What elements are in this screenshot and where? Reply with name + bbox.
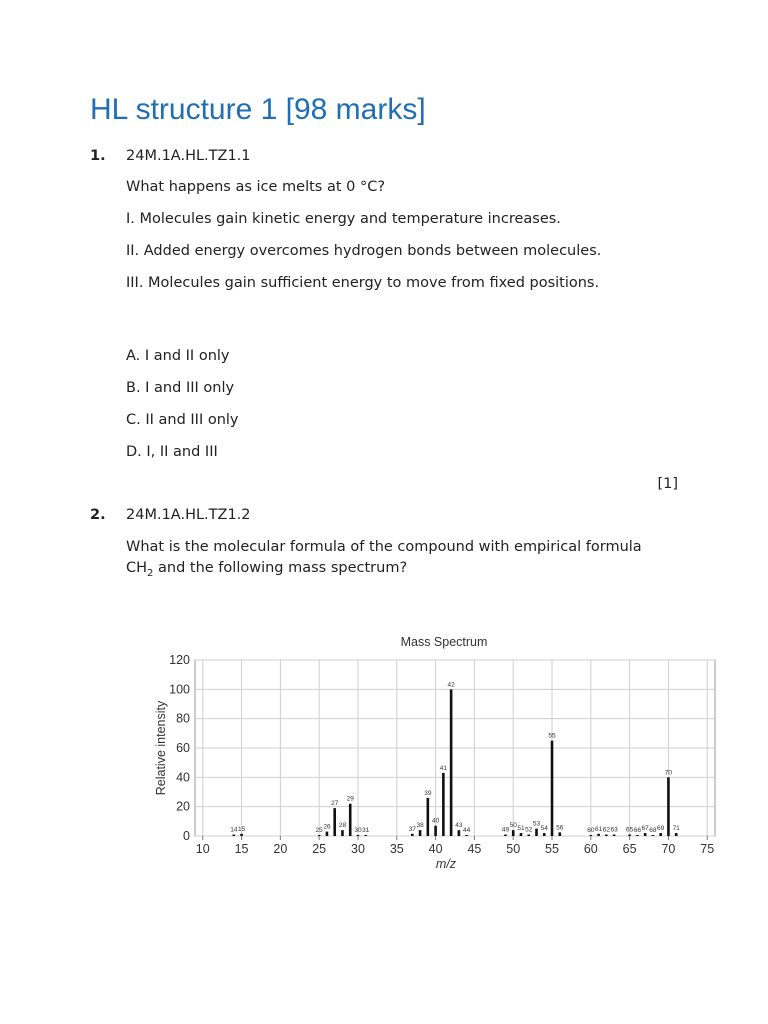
bar — [667, 777, 670, 836]
x-tick-label: 65 — [622, 842, 637, 856]
option-c: C. II and III only — [126, 412, 239, 428]
bar-label: 44 — [463, 827, 471, 834]
y-tick-label: 60 — [176, 741, 190, 755]
bar-label: 55 — [548, 732, 556, 740]
bar — [520, 833, 523, 836]
bar — [644, 833, 647, 836]
bar — [636, 835, 639, 836]
bar-label: 39 — [424, 789, 432, 797]
question-code: 24M.1A.HL.TZ1.2 — [126, 507, 251, 523]
bar — [411, 834, 414, 836]
bar — [419, 830, 422, 836]
bar — [543, 833, 546, 836]
bar — [628, 835, 631, 836]
bar-label: 27 — [331, 800, 339, 808]
question-text: What happens as ice melts at 0 °C? — [126, 179, 386, 195]
y-tick-label: 40 — [176, 770, 190, 785]
bar — [233, 835, 236, 836]
x-tick-label: 35 — [389, 842, 404, 856]
bar-label: 43 — [455, 822, 463, 830]
x-tick-label: 50 — [506, 842, 521, 856]
bar-label: 62 — [602, 826, 610, 834]
bar — [652, 835, 655, 836]
chart-bars — [233, 689, 678, 836]
bar — [597, 834, 600, 836]
y-tick-label: 80 — [176, 711, 190, 726]
bar-label: 70 — [664, 769, 673, 777]
marks-label: [1] — [657, 476, 678, 492]
bar-label: 31 — [362, 827, 370, 834]
bar-label: 71 — [672, 825, 680, 833]
question-number: 2. — [90, 507, 106, 523]
bar — [465, 835, 468, 836]
bar-label: 51 — [517, 825, 525, 833]
bar — [458, 830, 461, 836]
statement-2: II. Added energy overcomes hydrogen bonds between molecules. — [126, 243, 602, 259]
x-tick-label: 70 — [661, 842, 676, 856]
bar — [527, 835, 530, 836]
bar — [442, 773, 445, 836]
bar — [512, 830, 515, 836]
x-tick-label: 20 — [273, 842, 288, 856]
bar — [675, 833, 678, 836]
bar-label: 49 — [501, 826, 510, 834]
bar — [613, 835, 616, 836]
bar — [551, 741, 554, 836]
bar — [605, 835, 608, 836]
bar-label: 38 — [416, 822, 424, 830]
bar-label: 28 — [338, 822, 347, 830]
page-title: HL structure 1 [98 marks] — [90, 93, 426, 126]
bar — [240, 834, 243, 836]
bar — [659, 833, 662, 836]
y-tick-label: 0 — [183, 829, 190, 843]
bar-label: 56 — [556, 824, 564, 832]
chart-data-labels — [230, 681, 680, 834]
formula-subscript: 2 — [147, 567, 154, 579]
bar-label: 40 — [431, 817, 440, 825]
y-axis-label: Relative intensity — [154, 700, 168, 796]
bar-label: 66 — [633, 827, 642, 834]
bar-label: 69 — [657, 825, 665, 833]
bar — [450, 689, 453, 836]
bar — [434, 826, 437, 836]
bar-label: 54 — [540, 825, 548, 833]
chart-grid — [195, 660, 715, 836]
question-text-line1: What is the molecular formula of the compound with empirical formula — [126, 539, 642, 555]
bar-label: 30 — [354, 827, 362, 834]
bar — [349, 804, 352, 836]
bar — [357, 835, 360, 836]
bar-label: 63 — [610, 826, 618, 834]
bar-label: 67 — [641, 825, 649, 833]
question-number: 1. — [90, 148, 106, 164]
bar — [333, 808, 336, 836]
bar-label: 14 — [230, 826, 238, 834]
bar — [326, 832, 329, 836]
bar — [590, 835, 593, 836]
bar-label: 37 — [408, 825, 416, 833]
bar-label: 41 — [439, 764, 447, 772]
chart-title: Mass Spectrum — [400, 635, 488, 649]
bar-label: 50 — [509, 822, 517, 830]
x-tick-label: 55 — [545, 842, 559, 856]
bar — [504, 835, 507, 836]
option-a: A. I and II only — [126, 348, 230, 364]
mass-spectrum-chart — [145, 628, 725, 878]
y-tick-label: 100 — [169, 682, 190, 697]
x-tick-label: 10 — [195, 842, 210, 856]
formula-suffix: and the following mass spectrum? — [153, 560, 408, 576]
bar — [558, 832, 561, 836]
x-tick-label: 15 — [234, 842, 249, 856]
bar-label: 68 — [649, 827, 657, 834]
bar-label: 15 — [237, 825, 246, 833]
bar-label: 29 — [346, 795, 354, 803]
question-text-line2 — [126, 560, 407, 579]
x-tick-label: 45 — [467, 842, 482, 856]
bar — [341, 830, 344, 836]
bar — [364, 835, 367, 836]
bar-label: 61 — [594, 825, 603, 833]
option-b: B. I and III only — [126, 380, 235, 396]
bar-label: 53 — [532, 820, 541, 828]
bar-label: 60 — [587, 827, 595, 834]
x-tick-label: 25 — [312, 842, 327, 856]
bar-label: 52 — [525, 826, 533, 834]
bar-label: 26 — [323, 823, 331, 831]
option-d: D. I, II and III — [126, 444, 218, 460]
bar — [535, 829, 538, 836]
x-tick-label: 60 — [583, 842, 598, 856]
statement-1: I. Molecules gain kinetic energy and temperature increases. — [126, 211, 561, 227]
y-tick-label: 120 — [169, 653, 190, 667]
y-tick-label: 20 — [176, 799, 190, 814]
formula-ch: CH — [126, 560, 148, 576]
bar — [318, 835, 321, 836]
statement-3: III. Molecules gain sufficient energy to move from fixed positions. — [126, 275, 600, 291]
x-tick-label: 40 — [428, 842, 443, 856]
bar-label: 42 — [447, 681, 455, 689]
x-axis-label: m/z — [435, 857, 457, 871]
x-tick-label: 30 — [351, 842, 365, 856]
bar — [427, 798, 430, 836]
x-tick-label: 75 — [700, 842, 715, 856]
bar-label: 65 — [626, 826, 634, 834]
bar-label: 25 — [315, 827, 323, 834]
question-code: 24M.1A.HL.TZ1.1 — [126, 148, 251, 164]
